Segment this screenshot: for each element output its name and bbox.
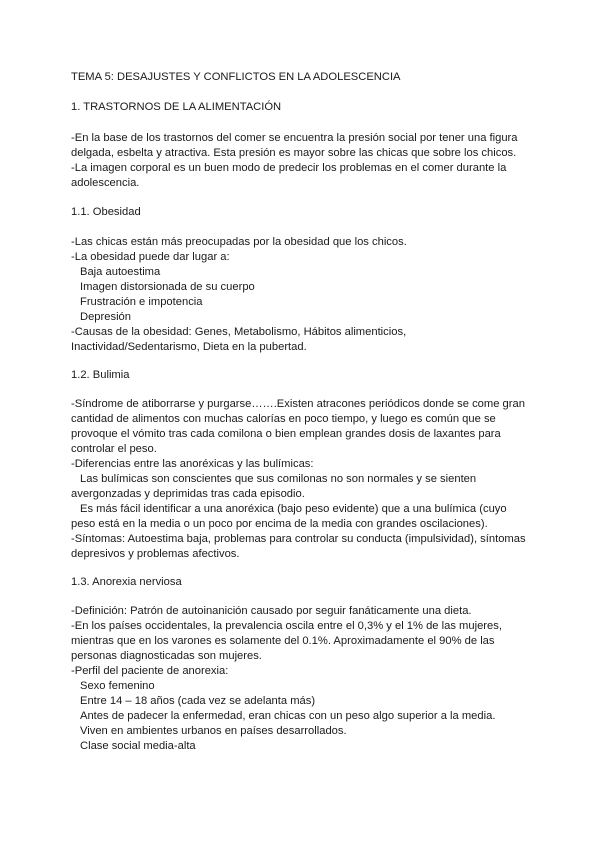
paragraph-line: avergonzadas y deprimidas tras cada episodio.	[71, 488, 305, 500]
list-item: Clase social media-alta	[80, 740, 196, 752]
list-item: Baja autoestima	[80, 266, 161, 278]
paragraph-line: -En la base de los trastornos del comer se encuentra la presión social por tener una figura	[71, 132, 518, 144]
paragraph-line: -Perfil del paciente de anorexia:	[71, 665, 229, 677]
paragraph-line: -Diferencias entre las anoréxicas y las bulímicas:	[71, 458, 314, 470]
list-item: Viven en ambientes urbanos en países desarrollados.	[80, 725, 347, 737]
document-title: TEMA 5: DESAJUSTES Y CONFLICTOS EN LA ADOLESCENCIA	[71, 71, 401, 83]
list-item: Sexo femenino	[80, 680, 155, 692]
paragraph-line: -Síndrome de atiborrarse y purgarse…….Existen atracones periódicos donde se come gran	[71, 398, 525, 410]
paragraph-line: adolescencia.	[71, 177, 140, 189]
paragraph-line: -En los países occidentales, la prevalencia oscila entre el 0,3% y el 1% de las mujeres,	[71, 620, 502, 632]
list-item: Imagen distorsionada de su cuerpo	[80, 281, 255, 293]
subsection-heading: 1.1. Obesidad	[71, 206, 141, 218]
subsection-heading: 1.3. Anorexia nerviosa	[71, 576, 182, 588]
paragraph-line: controlar el peso.	[71, 443, 157, 455]
paragraph-line: delgada, esbelta y atractiva. Esta presión es mayor sobre las chicas que sobre los chicos.	[71, 147, 517, 159]
paragraph-line: -Definición: Patrón de autoinanición causado por seguir fanáticamente una dieta.	[71, 605, 472, 617]
subsection-heading: 1.2. Bulimia	[71, 369, 130, 381]
paragraph-line: Inactividad/Sedentarismo, Dieta en la pubertad.	[71, 341, 307, 353]
paragraph-line: -Las chicas están más preocupadas por la obesidad que los chicos.	[71, 236, 407, 248]
paragraph-line: mientras que en los varones es solamente del 0.1%. Aproximadamente el 90% de las	[71, 635, 495, 647]
list-item: Frustración e impotencia	[80, 296, 203, 308]
paragraph-line: depresivos y problemas afectivos.	[71, 548, 240, 560]
list-item: Las bulímicas son conscientes que sus comilonas no son normales y se sienten	[80, 473, 477, 485]
list-item: Entre 14 – 18 años (cada vez se adelanta más)	[80, 695, 316, 707]
paragraph-line: -La imagen corporal es un buen modo de predecir los problemas en el comer durante la	[71, 162, 507, 174]
paragraph-line: peso está en la media o un poco por encima de la media con grandes oscilaciones).	[71, 518, 488, 530]
paragraph-line: personas diagnosticadas son mujeres.	[71, 650, 262, 662]
paragraph-line: provoque el vómito tras cada comilona o bien emplean grandes dosis de laxantes para	[71, 428, 501, 440]
paragraph-line: cantidad de alimentos con muchas calorías en poco tiempo, y luego es común que se	[71, 413, 496, 425]
list-item: Antes de padecer la enfermedad, eran chicas con un peso algo superior a la media.	[80, 710, 496, 722]
list-item: Depresión	[80, 311, 131, 323]
paragraph-line: -Causas de la obesidad: Genes, Metabolismo, Hábitos alimenticios,	[71, 326, 407, 338]
paragraph-line: -La obesidad puede dar lugar a:	[71, 251, 230, 263]
list-item: Es más fácil identificar a una anoréxica (bajo peso evidente) que a una bulímica (cuyo	[80, 503, 507, 515]
section-heading: 1. TRASTORNOS DE LA ALIMENTACIÓN	[71, 101, 282, 113]
paragraph-line: -Síntomas: Autoestima baja, problemas para controlar su conducta (impulsividad), síntomas	[71, 533, 526, 545]
